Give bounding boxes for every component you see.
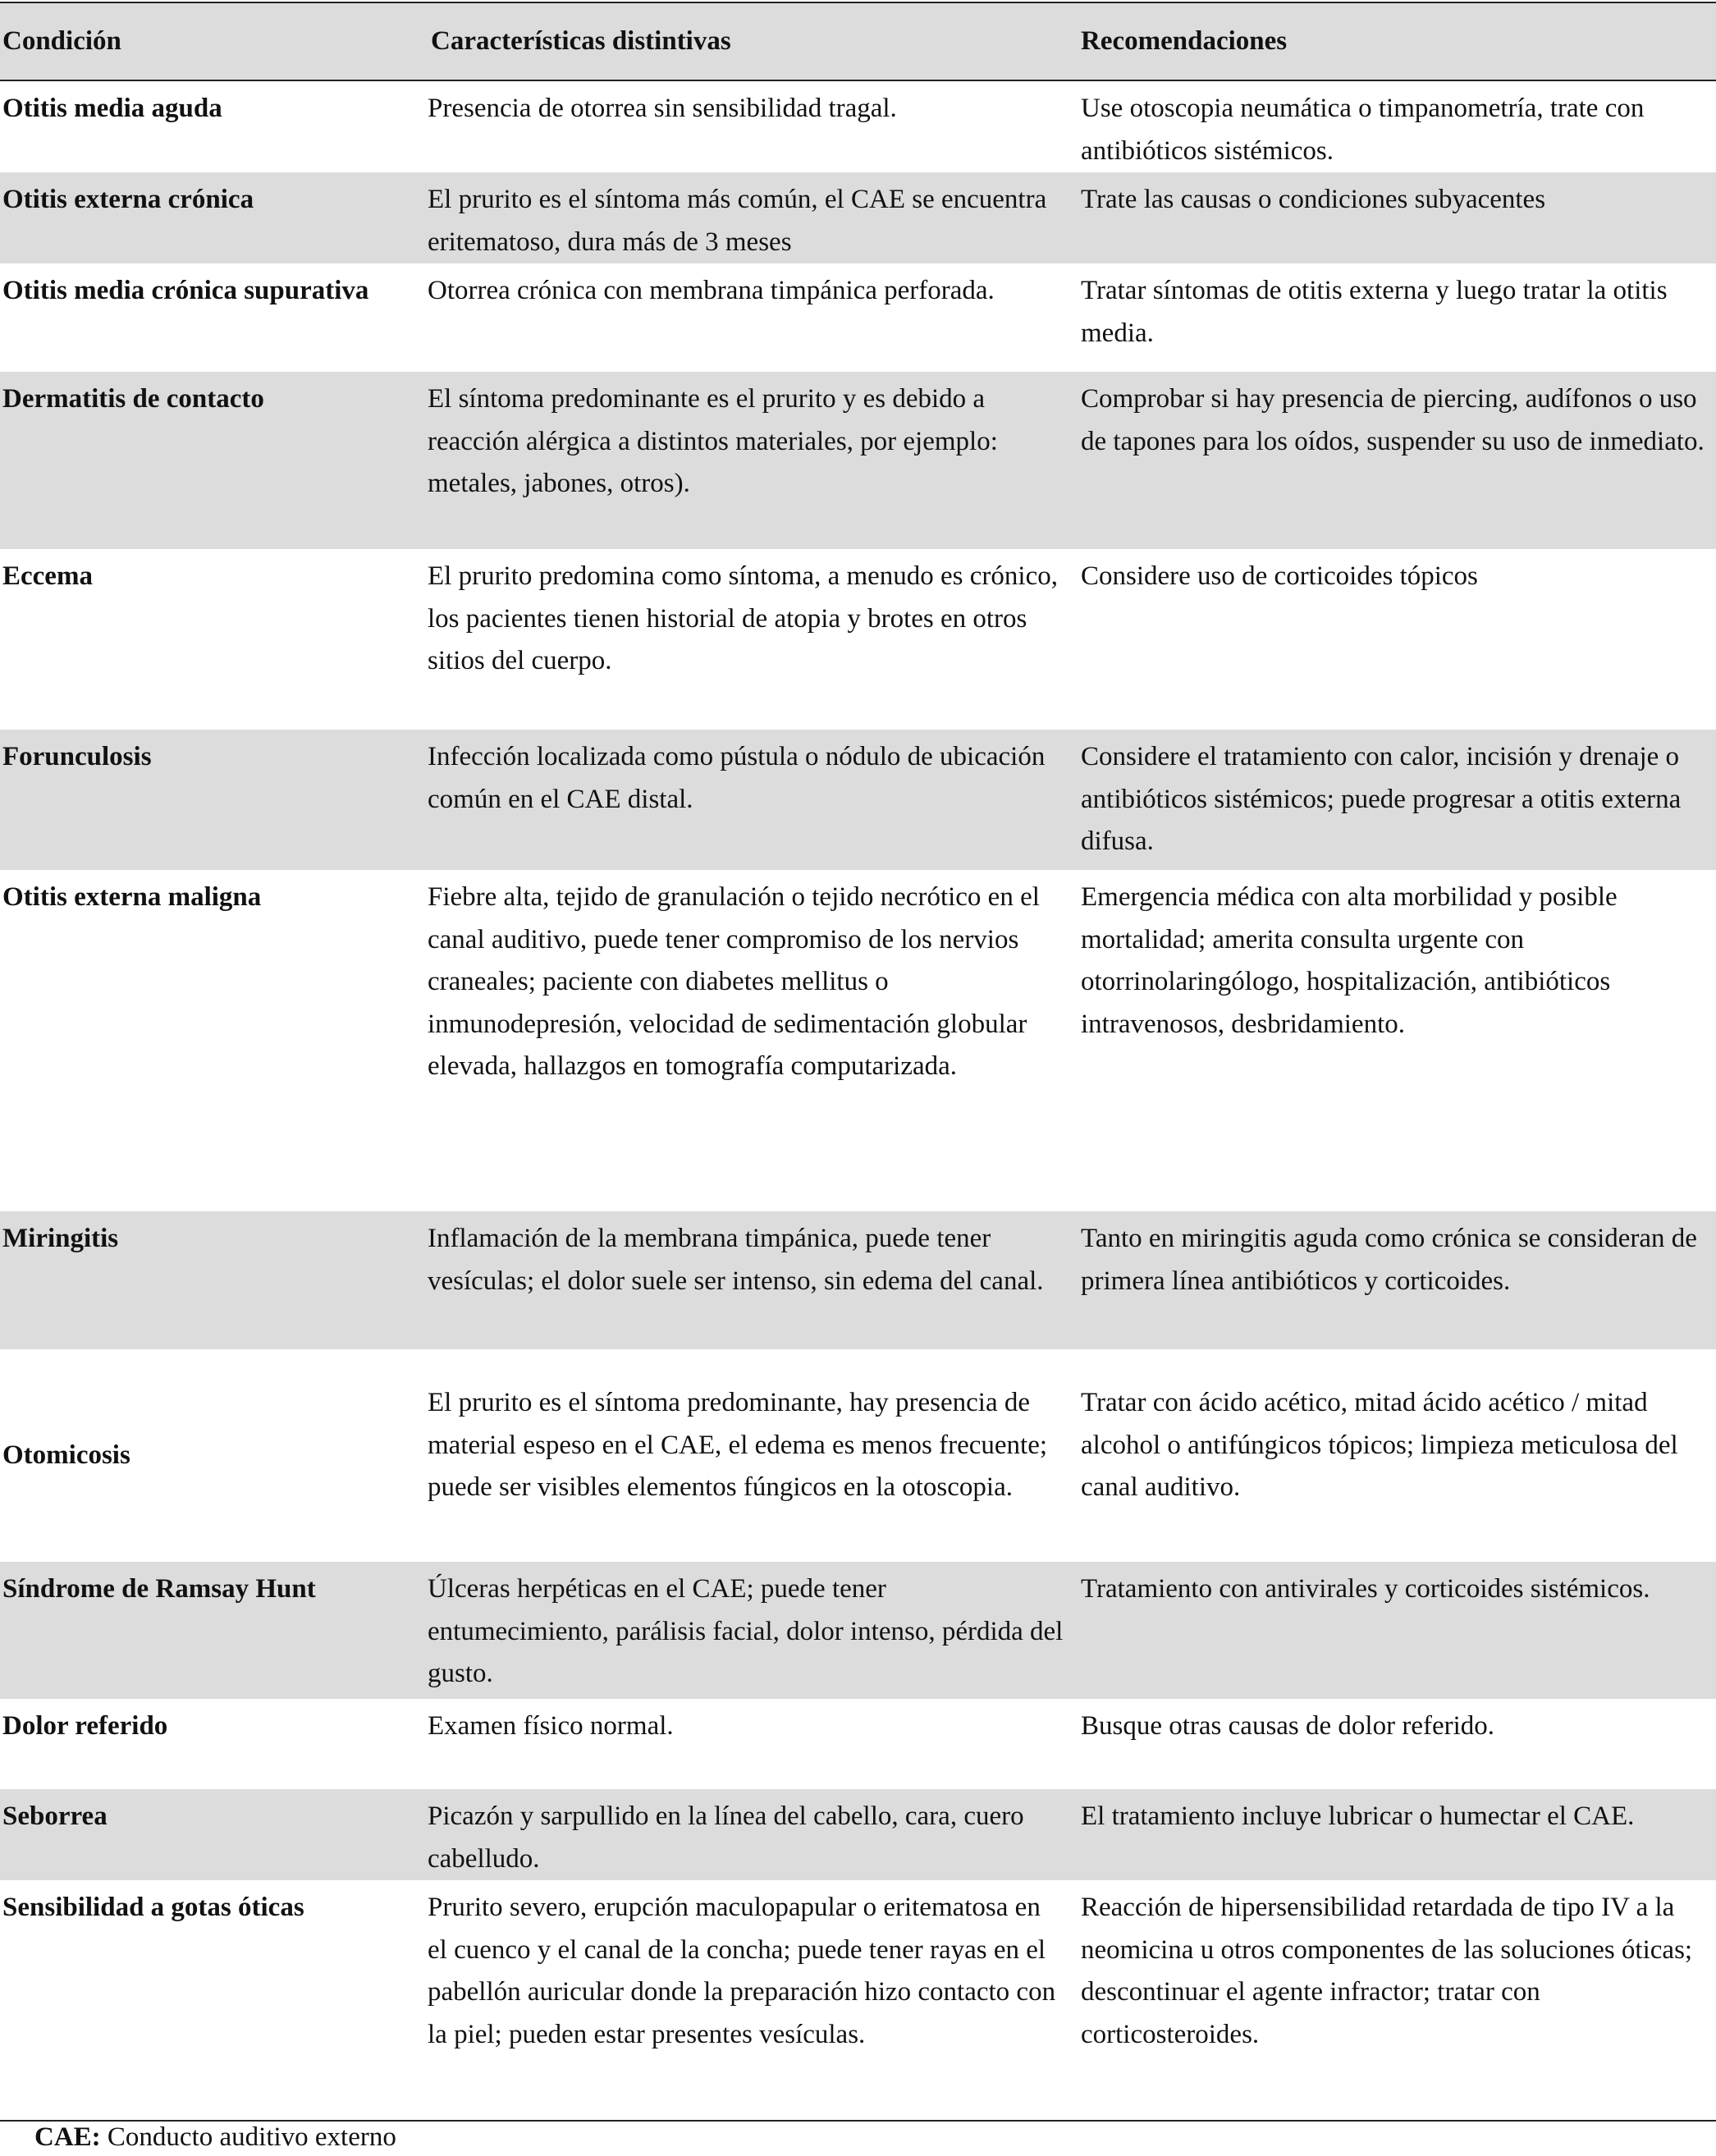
recommendations-cell: Reacción de hipersensibilidad retardada de tipo IV a la neomicina u otros componentes de las soluciones óticas; descontinuar el agente infractor; tratar con corticosteroides.: [1081, 1880, 1716, 2121]
recommendations-cell: Considere uso de corticoides tópicos: [1081, 561, 1478, 591]
condition-cell: Eccema: [2, 561, 93, 591]
condition-cell: Síndrome de Ramsay Hunt: [2, 1574, 316, 1604]
condition-cell: Otomicosis: [2, 1440, 130, 1470]
features-cell: El síntoma predominante es el prurito y es debido a reacción alérgica a distintos materiales, por ejemplo: metales, jabones, otros).: [428, 384, 998, 498]
table-row: [0, 1880, 1716, 2121]
condition-cell: Sensibilidad a gotas óticas: [0, 1880, 424, 2121]
header-features: Características distintivas: [424, 2, 1081, 80]
features-cell: El prurito es el síntoma predominante, hay presencia de material espeso en el CAE, el edema es menos frecuente; puede ser visibles elementos fúngicos en la otoscopia.: [428, 1388, 1048, 1502]
features-cell: El prurito predomina como síntoma, a menudo es crónico, los pacientes tienen historial de atopia y brotes en otros sitios del cuerpo.: [428, 561, 1058, 675]
condition-cell: Dolor referido: [2, 1711, 168, 1741]
table-row: [0, 1699, 1716, 1789]
table-body: [0, 80, 1716, 2121]
table-row: [0, 80, 1716, 172]
recommendations-cell: Tanto en miringitis aguda como crónica se consideran de primera línea antibióticos y corticoides.: [1081, 1224, 1697, 1296]
recommendations-cell: Busque otras causas de dolor referido.: [1081, 1711, 1495, 1741]
condition-cell: Otitis media aguda: [2, 94, 222, 123]
table-row: [0, 1211, 1716, 1349]
condition-cell: Forunculosis: [2, 742, 152, 771]
recommendations-cell: Considere el tratamiento con calor, incisión y drenaje o antibióticos sistémicos; puede progresar a otitis externa difusa.: [1081, 742, 1682, 856]
condition-cell: Otitis externa maligna: [2, 882, 262, 912]
table-row: [0, 1562, 1716, 1699]
footnote-definition: Conducto auditivo externo: [100, 2122, 396, 2152]
features-cell: Úlceras herpéticas en el CAE; puede tener entumecimiento, parálisis facial, dolor intenso, pérdida del gusto.: [428, 1574, 1064, 1688]
recommendations-cell: Emergencia médica con alta morbilidad y posible mortalidad; amerita consulta urgente con otorrinolaringólogo, hospitalización, antibióticos intravenosos, desbridamiento.: [1081, 882, 1618, 1039]
condition-cell: Otitis media crónica supurativa: [2, 276, 369, 305]
recommendations-cell: Use otoscopia neumática o timpanometría, trate con antibióticos sistémicos.: [1081, 94, 1645, 166]
condition-cell: Dermatitis de contacto: [2, 384, 264, 414]
features-cell: Prurito severo, erupción maculopapular o eritematosa en el cuenco y el canal de la concha; puede tener rayas en el pabellón auricular donde la preparación hizo contacto con la piel; pueden estar presentes vesículas.: [424, 1880, 1081, 2121]
header-row: [0, 2, 1716, 80]
table-row: [0, 263, 1716, 372]
features-cell: Presencia de otorrea sin sensibilidad tragal.: [428, 94, 897, 123]
recommendations-cell: Trate las causas o condiciones subyacentes: [1081, 185, 1546, 214]
table-footnote: [34, 2121, 396, 2154]
table-row: [0, 372, 1716, 549]
features-cell: El prurito es el síntoma más común, el CAE se encuentra eritematoso, dura más de 3 meses: [428, 185, 1047, 257]
features-cell: Infección localizada como pústula o nódulo de ubicación común en el CAE distal.: [428, 742, 1046, 814]
features-cell: Otorrea crónica con membrana timpánica perforada.: [428, 276, 995, 305]
features-cell: Fiebre alta, tejido de granulación o tejido necrótico en el canal auditivo, puede tener compromiso de los nervios craneales; paciente con diabetes mellitus o inmunodepresión, velocidad de sedimentación globular elevada, hallazgos en tomografía computarizada.: [428, 882, 1040, 1081]
features-cell: Inflamación de la membrana timpánica, puede tener vesículas; el dolor suele ser intenso, sin edema del canal.: [428, 1224, 1044, 1296]
table-row: [0, 730, 1716, 870]
table-row: [0, 1349, 1716, 1562]
condition-cell: Otitis externa crónica: [2, 185, 254, 214]
differential-diagnosis-table: [0, 2, 1716, 2122]
recommendations-cell: Tratar con ácido acético, mitad ácido acético / mitad alcohol o antifúngicos tópicos; limpieza meticulosa del canal auditivo.: [1081, 1388, 1678, 1502]
recommendations-cell: Tratamiento con antivirales y corticoides sistémicos.: [1081, 1574, 1650, 1604]
recommendations-cell: Tratar síntomas de otitis externa y luego tratar la otitis media.: [1081, 276, 1668, 348]
features-cell: Examen físico normal.: [428, 1711, 674, 1741]
recommendations-cell: El tratamiento incluye lubricar o humectar el CAE.: [1081, 1801, 1635, 1831]
table-row: [0, 172, 1716, 263]
footnote-term: CAE:: [34, 2122, 101, 2152]
condition-cell: Miringitis: [2, 1224, 119, 1253]
table-row: [0, 1789, 1716, 1880]
recommendations-cell: Comprobar si hay presencia de piercing, audífonos o uso de tapones para los oídos, suspender su uso de inmediato.: [1081, 384, 1705, 456]
header-recommendations: Recomendaciones: [1081, 2, 1716, 80]
condition-cell: Seborrea: [2, 1801, 108, 1831]
table-header: [0, 2, 1716, 80]
table-row: [0, 549, 1716, 730]
table-row: [0, 870, 1716, 1211]
header-condition: Condición: [0, 2, 424, 80]
features-cell: Picazón y sarpullido en la línea del cabello, cara, cuero cabelludo.: [428, 1801, 1024, 1874]
